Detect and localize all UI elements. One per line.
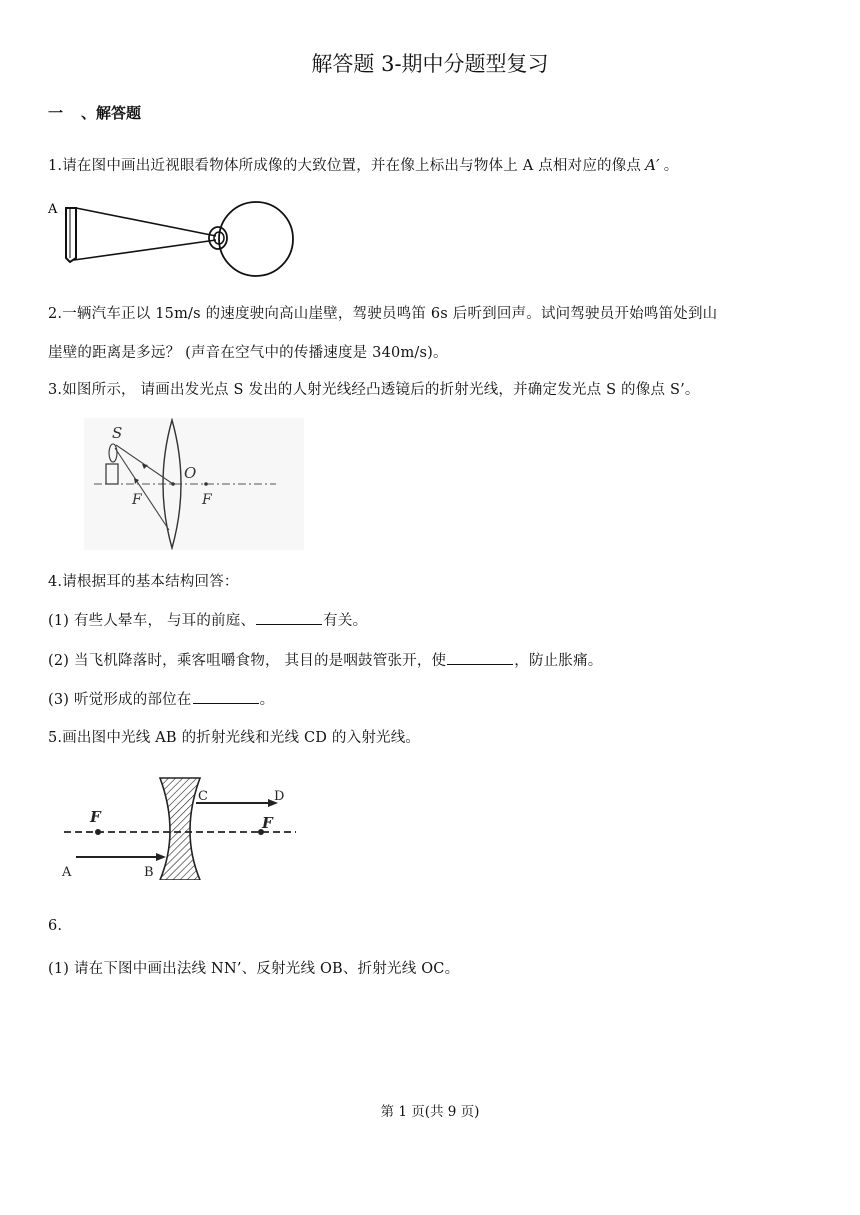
label-f-left: F [132,492,142,508]
optical-center-dot [171,482,175,486]
q1-end: 。 [663,158,679,174]
object-pencil [66,208,76,262]
label-s: S [112,424,123,442]
question-3: 3.如图所示， 请画出发光点 S 发出的人射光线经凸透镜后的折射光线，并确定发光点 S 的像点 S’。 [48,382,700,398]
ray-top [76,208,216,236]
question-6-number: 6. [48,918,63,934]
question-2-line-2: 崖壁的距离是多远？ (声音在空气中的传播速度是 340m/s)。 [48,345,448,361]
label-f-right: F [262,814,273,832]
question-6-part-1: (1) 请在下图中画出法线 NN’、反射光线 OB、折射光线 OC。 [48,961,460,977]
q4-p3-suffix: 。 [259,692,275,708]
eyeball [219,202,293,276]
q1-aprime: A′ [645,156,660,174]
fig1-label-a: A [48,202,58,217]
label-a: A [62,865,72,880]
eye-diagram [44,196,304,288]
q4-p3-prefix: (3) 听觉形成的部位在 [48,692,192,708]
page-title: 解答题 3-期中分题型复习 [311,52,549,76]
convex-lens-diagram [84,418,304,550]
answer-blank-1[interactable] [256,610,322,625]
q4-p2-prefix: (2) 当飞机降落时，乘客咀嚼食物， 其目的是咽鼓管张开，使 [48,653,447,669]
question-1 [48,154,678,175]
section-number: 一 [48,104,64,122]
label-d: D [274,789,285,804]
question-4-part-2 [48,649,602,670]
label-c: C [198,789,208,804]
concave-lens [160,778,200,880]
q4-p1-prefix: (1) 有些人晕车， 与耳的前庭、 [48,613,256,629]
ray-bottom [74,240,216,260]
label-f-right: F [202,492,212,508]
question-4-part-1 [48,609,367,630]
section-label: 、解答题 [81,104,142,122]
q4-p1-suffix: 有关。 [323,613,368,629]
answer-blank-2[interactable] [447,650,513,665]
question-4: 4.请根据耳的基本结构回答： [48,574,239,590]
focus-dot-right [204,482,208,486]
label-o: O [184,464,197,482]
concave-lens-diagram [56,770,306,880]
label-f-left: F [90,808,101,826]
label-b: B [144,865,154,880]
question-5: 5.画出图中光线 AB 的折射光线和光线 CD 的入射光线。 [48,730,421,746]
arrow-ab [156,853,166,861]
page-footer: 第 1 页(共 9 页) [380,1104,480,1120]
q4-p2-suffix: ，防止胀痛。 [514,653,603,669]
question-2-line-1: 2.一辆汽车正以 15m/s 的速度驶向高山崖壁，驾驶员鸣笛 6s 后听到回声。试问驾驶员开始鸣笛处到山 [48,306,718,322]
question-4-part-3 [48,688,274,709]
focus-dot-left [95,829,101,835]
answer-blank-3[interactable] [193,689,259,704]
q1-text: 1.请在图中画出近视眼看物体所成像的大致位置，并在像上标出与物体上 A 点相对应的像点 [48,158,642,174]
section-heading [48,102,141,123]
